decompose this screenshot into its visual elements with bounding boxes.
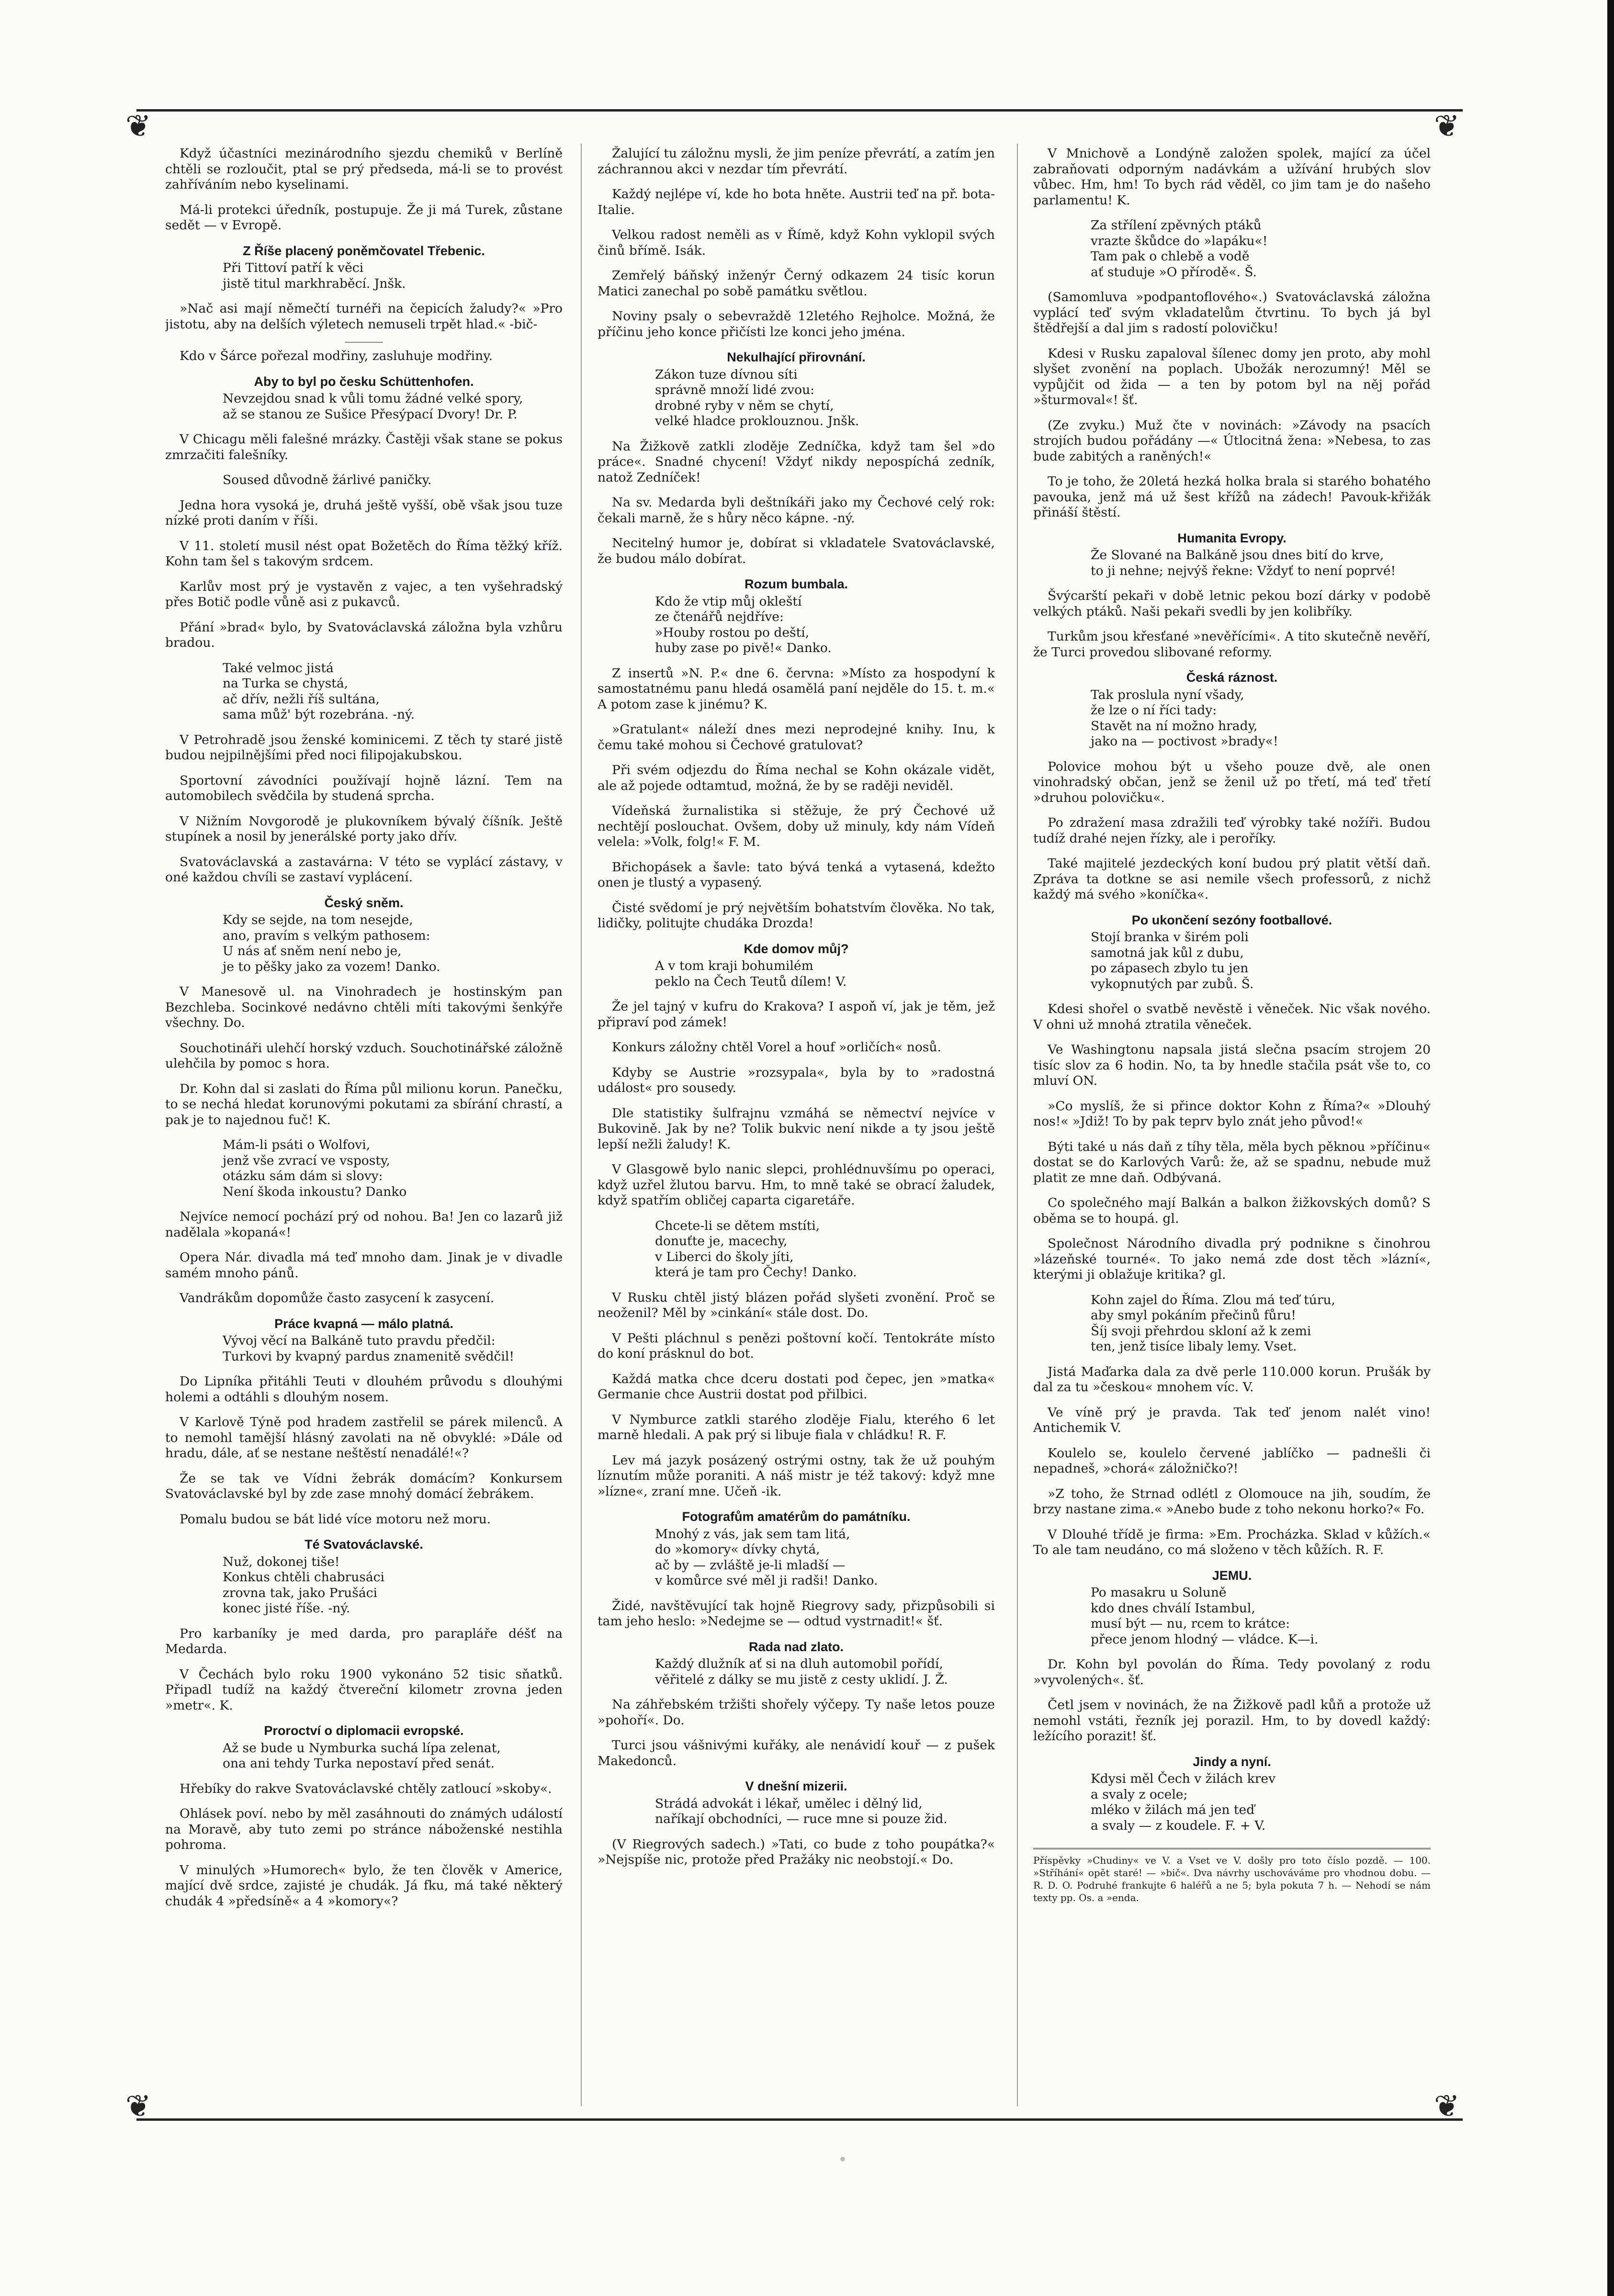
joke-paragraph: Necitelný humor je, dobírat si vkladatele Svatováclavské, že budou málo dobírat. (598, 536, 995, 566)
corner-ornament-icon: ❦ (1434, 2089, 1460, 2124)
joke-paragraph: Kdesi shořel o svatbě nevěstě i věneček. Nic však nového. V ohni už mnohá ztratila věneček. (1033, 1002, 1431, 1032)
joke-paragraph: »Co myslíš, že si přince doktor Kohn z Říma?« »Dlouhý nos!« »Jdiž! To by pak teprv bylo znát jeho původ!« (1033, 1098, 1431, 1129)
joke-paragraph: Svatováclavská a zastavárna: V této se vyplácí zástavy, v oné každou chvíli se zastaví vyplácení. (165, 854, 563, 885)
joke-paragraph: (V Riegrových sadech.) »Tati, co bude z toho poupátka?« »Nejspíše nic, protože před Pražáky nic neobstojí.« Do. (598, 1836, 995, 1867)
verse-block: Při Tittoví patří k věci jistě titul markhraběcí. Jnšk. (223, 260, 406, 291)
section-heading: Český sněm. (324, 895, 404, 910)
verse-block: Kdysi měl Čech v žilách krev a svaly z ocele; mléko v žilách má jen teď a svaly — z koudele. F. + V. (1091, 1771, 1276, 1833)
joke-paragraph: V Karlově Týně pod hradem zastřelil se párek milenců. A to nemohl tamější hlásný zavolati na ně obvyklé: »Dále od hradu, dále, ať se nestane neštěstí nenadálé!«? (165, 1415, 563, 1461)
joke-paragraph: Ve víně prý je pravda. Tak teď jenom nalét vino! Antichemik V. (1033, 1405, 1431, 1435)
joke-paragraph: Do Lipníka přitáhli Teuti v dlouhém průvodu s dlouhými holemi a odtáhli s dlouhým nosem. (165, 1374, 563, 1405)
joke-paragraph: Přání »brad« bylo, by Svatováclavská záložna byla vzhůru bradou. (165, 619, 563, 650)
section-heading: Rozum bumbala. (744, 577, 848, 591)
joke-paragraph: »Nač asi mají němečtí turnéři na čepicích žaludy?« »Pro jistotu, aby na delších výletech nemuseli trpět hlad.« -bič- (165, 301, 563, 332)
joke-paragraph: Při svém odjezdu do Říma nechal se Kohn okázale vidět, ale až pojede odtamtud, možná, že by se raději neviděl. (598, 763, 995, 793)
section-heading: Proroctví o diplomacii evropské. (264, 1723, 464, 1738)
joke-paragraph: Dr. Kohn byl povolán do Říma. Tedy povolaný z rodu »vyvolených«. šť. (1033, 1657, 1431, 1688)
joke-paragraph: Z insertů »N. P.« dne 6. června: »Místo za hospodyní k samostatnému panu hledá osamělá paní nejděle do 15. t. m.« A potom zase k jinému? K. (598, 665, 995, 712)
scan-edge (1607, 0, 1614, 2296)
joke-paragraph: Kdesi v Rusku zapaloval šílenec domy jen proto, aby mohl slyšet zvonění na poplach. Ubožák nerozumný! Měl se vypůjčit od žida — a ten by potom byl na něj pořád »šturmoval«! šť. (1033, 346, 1431, 407)
column-2 (598, 146, 995, 2099)
joke-paragraph: V Čechách bylo roku 1900 vykonáno 52 tisic sňatků. Připadl tudíž na každý čtvereční kilometr zrovna jeden »metr«. K. (165, 1666, 563, 1713)
verse-block: A v tom kraji bohumilém peklo na Čech Teutů dílem! V. (655, 958, 847, 989)
joke-paragraph: Na záhřebském tržišti shořely výčepy. Ty naše letos pouze »pohoří«. Do. (598, 1697, 995, 1728)
verse-block: Nevzejdou snad k vůli tomu žádné velké spory, až se stanou ze Sušice Přesýpací Dvory! Dr. P. (223, 391, 523, 422)
verse-block: Tak proslula nyní všady, že lze o ní říci tady: Stavět na ní možno hrady, jako na — poctivost »brady«! (1091, 687, 1278, 749)
joke-paragraph: Hřebíky do rakve Svatováclavské chtěly zatloucí »skoby«. (180, 1781, 552, 1796)
column-divider (1017, 144, 1018, 2106)
section-heading: Aby to byl po česku Schüttenhofen. (254, 374, 474, 389)
verse-block: Nuž, dokonej tiše! Konkus chtěli chabrusáci zrovna tak, jako Prušáci konec jisté říše. -ný. (223, 1554, 384, 1616)
joke-paragraph: Pomalu budou se bát lidé více motoru než moru. (180, 1511, 491, 1527)
joke-paragraph: Polovice mohou být u všeho pouze dvě, ale onen vinohradský občan, jenž se ženil už po třetí, má teď třetí »druhou polovičku«. (1033, 759, 1431, 805)
section-heading: Po ukončení sezóny footballové. (1131, 912, 1332, 927)
joke-paragraph: V Dlouhé třídě je firma: »Em. Procházka. Sklad v kůžích.« To ale tam neudáno, co má složeno v těch kůžích. R. F. (1033, 1527, 1431, 1557)
joke-paragraph: Lev má jazyk posázený ostrými ostny, tak že už pouhým líznutím může poraniti. A náš mistr je též takový: když mne »lízne«, zraní mne. Učeň -ik. (598, 1452, 995, 1499)
verse-block: Stojí branka v širém poli samotná jak kůl z dubu, po zápasech zbylo tu jen vykopnutých par zubů. Š. (1091, 930, 1254, 991)
joke-paragraph: Turkům jsou křesťané »nevěřícími«. A tito skutečně nevěří, že Turci provedou slibované reformy. (1033, 629, 1431, 660)
joke-paragraph: Když účastníci mezinárodního sjezdu chemiků v Berlíně chtěli se rozloučit, ptal se prý předseda, má-li se to provést zahříváním nebo kyselinami. (165, 146, 563, 192)
joke-paragraph: Noviny psaly o sebevraždě 12letého Rejholce. Možná, že příčinu jeho konce přičísti lze konci jeho jména. (598, 309, 995, 339)
joke-paragraph: Také majitelé jezdeckých koní budou prý platit větší daň. Zpráva ta dotkne se asi nemile všech professorů, z nichž každý má svého »koníčka«. (1033, 856, 1431, 902)
joke-paragraph: Břichopásek a šavle: tato bývá tenká a vytasená, kdežto onen je tlustý a vypasený. (598, 859, 995, 890)
joke-paragraph: V Petrohradě jsou ženské kominicemi. Z těch ty staré jistě budou nejpilnějšími před noci filipojakubskou. (165, 732, 563, 763)
verse-block: Kohn zajel do Říma. Zlou má teď túru, aby smyl pokáním přečinů fůru! Šíj svoji přehrdou skloní až k zemi ten, jenž tisíce libaly lemy. Vset. (1091, 1292, 1335, 1354)
verse-block: Mnohý z vás, jak sem tam litá, do »komory« dívky chytá, ač by — zvláště je-li mladší — v komůrce své měl ji radši! Danko. (655, 1526, 878, 1588)
joke-paragraph: V Glasgowě bylo nanic slepci, prohlédnuvšímu po operaci, když uzřel žlutou barvu. Hm, to mně také se obrací žaludek, když spatřím obličej caparta cigaretáře. (598, 1162, 995, 1208)
joke-paragraph: Dr. Kohn dal si zaslati do Říma půl milionu korun. Panečku, to se nechá hledat korunovými pokutami za sbírání chrastí, a pak je to najednou fuč! K. (165, 1081, 563, 1127)
joke-paragraph: V Rusku chtěl jistý blázen pořád slyšeti zvonění. Proč se neoženil? Měl by »cinkání« stále dost. Do. (598, 1290, 995, 1320)
joke-paragraph: Co společného mají Balkán a balkon žižkovských domů? S oběma se to houpá. gl. (1033, 1195, 1431, 1226)
joke-paragraph: Na sv. Medarda byli deštníkáři jako my Čechové celý rok: čekali marně, že s hůry něco kápne. -ný. (598, 495, 995, 526)
joke-paragraph: Konkurs záložny chtěl Vorel a houf »orličích« nosů. (612, 1040, 941, 1055)
joke-paragraph: V minulých »Humorech« bylo, že ten člověk v Americe, mající dvě srdce, zajisté je chudák. Já fku, má také některý chudák 4 »předsíně« a 4 »komory«? (165, 1862, 563, 1909)
joke-paragraph: Četl jsem v novinách, že na Žižkově padl kůň a protože už nemohl vstáti, řezník jej porazil. Hm, to by dovedl každý: ležícího porazit! šť. (1033, 1698, 1431, 1744)
verse-block: Kdo že vtip můj okleští ze čtenářů nejdříve: »Houby rostou po deští, huby zase po pivě!« Danko. (655, 594, 832, 655)
joke-paragraph: V Mnichově a Londýně založen spolek, mající za účel zabraňovati odporným nadávkám a užívání hrubých slov vůbec. Hm, hm! To bych rád věděl, co jim tam je do našeho parlamentu! K. (1033, 146, 1431, 208)
joke-paragraph: Karlův most prý je vystavěn z vajec, a ten vyšehradský přes Botič podle vůně asi z pukavců. (165, 579, 563, 609)
verse-block: Že Slované na Balkáně jsou dnes bití do krve, to ji nehne; nejvýš řekne: Vždyť to není poprvé! (1091, 548, 1396, 578)
verse-block: Po masakru u Soluně kdo dnes chválí Istambul, musí být — nu, rcem to krátce: přece jenom hlodný — vládce. K—i. (1091, 1585, 1319, 1647)
joke-paragraph: Každý nejlépe ví, kde ho bota hněte. Austrii teď na př. bota-Italie. (598, 187, 995, 217)
joke-paragraph: Švýcarští pekaři v době letnic pekou bozí dárky v podobě velkých ptáků. Naši pekaři svedli by jen kolibříky. (1033, 588, 1431, 619)
verse-block: Až se bude u Nymburka suchá lípa zelenat, ona ani tehdy Turka nepostaví před senát. (223, 1740, 501, 1771)
verse-block: Soused důvodně žárlivé paničky. (223, 473, 432, 487)
verse-block: Mám-li psáti o Wolfovi, jenž vše zvrací ve vsposty, otázku sám dám si slovy: Není škoda inkoustu? Danko (223, 1137, 407, 1199)
joke-paragraph: Po zdražení masa zdražili teď výrobky také nožíři. Budou tudíž drahé nejen řízky, ale i peroříky. (1033, 815, 1431, 846)
joke-paragraph: Sportovní závodníci používají hojně lázní. Tem na automobilech svědčila by studená sprcha. (165, 773, 563, 803)
bottom-rule (136, 2118, 1463, 2121)
joke-paragraph: Koulelo se, koulelo červené jablíčko — padnešli či nepadneš, »chorá« záložničko?! (1033, 1445, 1431, 1476)
editorial-note: Příspěvky »Chudiny« ve V. a Vset ve V. došly pro toto číslo pozdě. — 100. »Stříhání« opět staré! — »bič«. Dva návrhy uschováváme pro vhodnou dobu. — R. D. O. Podruhé frankujte 6 haléřů a ne 5; byla pokuta 7 h. — Nehodí se nám texty pp. Os. a »enda. (1033, 1848, 1431, 1904)
column-1 (165, 146, 563, 2099)
joke-paragraph: Společnost Národního divadla prý podnikne s činohrou »lázeňské tourné«. To jako nemá zde dost těch »lázní«, kterými ji oblažuje kritika? gl. (1033, 1236, 1431, 1282)
joke-paragraph: Souchotináři ulehčí horský vzduch. Souchotinářské záložně ulehčila by pomoc s hora. (165, 1040, 563, 1071)
joke-paragraph: Kdyby se Austrie »rozsypala«, byla by to »radostná událost« pro sousedy. (598, 1065, 995, 1095)
top-rule (136, 109, 1463, 112)
section-heading: Humanita Evropy. (1177, 530, 1287, 545)
joke-paragraph: Žalující tu záložnu mysli, že jim peníze převrátí, a zatím jen záchrannou akci v nezdar tím převrátí. (598, 146, 995, 177)
corner-ornament-icon: ❦ (125, 109, 151, 144)
section-heading: Práce kvapná — málo platná. (274, 1316, 453, 1331)
section-heading: Kde domov můj? (744, 941, 849, 956)
separator-rule (345, 342, 383, 343)
section-heading: Česká ráznost. (1186, 670, 1278, 685)
joke-paragraph: (Samomluva »podpantoflového«.) Svatováclavská záložna vyplácí teď svým vkladatelům čtvrtinu. To bych já byl štědřejší a dal jim s radostí polovičku! (1033, 290, 1431, 336)
column-3 (1033, 146, 1431, 2099)
section-heading: Rada nad zlato. (748, 1639, 844, 1654)
joke-paragraph: Čisté svědomí je prý největším bohatstvím člověka. No tak, lidičky, politujte chudáka Drozda! (598, 900, 995, 931)
verse-block: Každý dlužník ať si na dluh automobil pořídí, věřitelé z dálky se mu jistě z cesty uklidí. J. Ž. (655, 1656, 948, 1687)
section-heading: Nekulhající přirovnání. (727, 350, 866, 364)
joke-paragraph: Ohlásek poví. nebo by měl zasáhnouti do známých událostí na Moravě, aby tuto zemi po stránce náboženské nestihla pohroma. (165, 1806, 563, 1852)
verse-block: Zákon tuze dívnou síti správně množí lidé zvou: drobné ryby v něm se chytí, velké hladce proklouznou. Jnšk. (655, 367, 859, 428)
joke-paragraph: Každá matka chce dceru dostati pod čepec, jen »matka« Germanie chce Austrii dostat pod přilbici. (598, 1371, 995, 1402)
verse-block: Kdy se sejde, na tom nesejde, ano, pravím s velkým pathosem: U nás ať sněm není nebo je, je to pěšky jako za vozem! Danko. (223, 912, 440, 974)
joke-paragraph: To je toho, že 20letá hezká holka brala si starého bohatého pavouka, jenž má už šest křížů na zádech! Pavouk-křižák přináší štěstí. (1033, 474, 1431, 520)
section-heading: Z Říše placený poněmčovatel Třebenic. (243, 243, 485, 258)
corner-ornament-icon: ❦ (1434, 109, 1460, 144)
joke-paragraph: Velkou radost neměli as v Římě, když Kohn vyklopil svých činů břímě. Isák. (598, 227, 995, 258)
section-heading: Fotografům amatérům do památníku. (682, 1509, 911, 1524)
joke-paragraph: »Z toho, že Strnad odlétl z Olomouce na jih, soudím, že brzy nastane zima.« »Anebo bude z toho nekonu horko?« Fo. (1033, 1486, 1431, 1517)
section-heading: JEMU. (1212, 1568, 1252, 1583)
joke-paragraph: Turci jsou vášnivými kuřáky, ale nenávidí kouř — z pušek Makedonců. (598, 1738, 995, 1768)
joke-paragraph: Jistá Maďarka dala za dvě perle 110.000 korun. Prušák by dal za tu »českou« mnohem víc. V. (1033, 1364, 1431, 1395)
joke-paragraph: Že se tak ve Vídni žebrák domácím? Konkursem Svatováclavské byl by zde zase mnohý domácí žebrákem. (165, 1471, 563, 1501)
joke-paragraph: »Gratulant« náleží dnes mezi neprodejné knihy. Inu, k čemu také mohou si Čechové gratulovat? (598, 722, 995, 753)
joke-paragraph: V Nymburce zatkli starého zloděje Fialu, kterého 6 let marně hledali. A pak prý si libuje fiala v chládku! R. F. (598, 1412, 995, 1442)
joke-paragraph: (Ze zvyku.) Muž čte v novinách: »Závody na psacích strojích budou pořádány —« Útlocitná žena: »Nebesa, to zas bude zabitých a raněných!« (1033, 417, 1431, 464)
joke-paragraph: Vandrákům dopomůže často zasycení k zasycení. (180, 1291, 495, 1306)
verse-block: Také velmoc jistá na Turka se chystá, ač dřív, nežli říš sultána, sama můž' být rozebrána. -ný. (223, 660, 415, 722)
joke-paragraph: Ve Washingtonu napsala jistá slečna psacím strojem 20 tisíc slov za 6 hodin. No, ta by hnedle stačila psát vše to, co mluví ON. (1033, 1042, 1431, 1088)
section-heading: V dnešní mizerii. (745, 1779, 847, 1793)
joke-paragraph: Nejvíce nemocí pochází prý od nohou. Ba! Jen co lazarů již nadělala »kopaná«! (165, 1209, 563, 1240)
verse-block: Strádá advokát i lékař, umělec i dělný lid, naříkají obchodníci, — ruce mne si pouze žid. (655, 1796, 948, 1826)
verse-block: Chcete-li se dětem mstíti, donuťte je, macechy, v Liberci do školy jíti, která je tam pro Čechy! Danko. (655, 1218, 857, 1280)
verse-block: Za střílení zpěvných ptáků vrazte škůdce do »lapáku«! Tam pak o chlebě a vodě ať studuje »O přírodě«. Š. (1091, 218, 1268, 280)
joke-paragraph: Dle statistiky šulfrajnu vzmáhá se němectví nejvíce v Bukovině. Jak by ne? Tolik bukvic není nikde a ty jsou ještě lepší nežli žaludy! K. (598, 1105, 995, 1152)
verse-block: Vývoj věcí na Balkáně tuto pravdu předčil: Turkovi by kvapný pardus znamenitě svědčil! (223, 1333, 514, 1364)
joke-paragraph: V Nižním Novgorodě je plukovníkem bývalý číšník. Ještě stupínek a nosil by jenerálské porty jako dřív. (165, 813, 563, 844)
joke-paragraph: Kdo v Šárce pořezal modřiny, zasluhuje modřiny. (180, 349, 493, 363)
joke-paragraph: V 11. století musil nést opat Božetěch do Říma těžký kříž. Kohn tam šel s takovým srdcem. (165, 538, 563, 569)
joke-paragraph: Židé, navštěvující tak hojně Riegrovy sady, přizpůsobili si tam jeho heslo: »Nedejme se — odtud vystrnadit!« šť. (598, 1598, 995, 1629)
column-divider (581, 144, 582, 2106)
joke-paragraph: Zemřelý báňský inženýr Černý odkazem 24 tisíc korun Matici zanechal po sobě památku světlou. (598, 268, 995, 299)
joke-paragraph: Jedna hora vysoká je, druhá ještě vyšší, obě však jsou tuze nízké proti daním v říši. (165, 497, 563, 528)
print-smudge (840, 2157, 845, 2161)
joke-paragraph: Že jel tajný v kufru do Krakova? I aspoň ví, jak je těm, jež připraví pod zámek! (598, 999, 995, 1030)
section-heading: Té Svatováclavské. (305, 1537, 423, 1552)
joke-paragraph: V Pešti pláchnul s penězi poštovní kočí. Tentokráte místo do koní prásknul do bot. (598, 1330, 995, 1361)
section-heading: Jindy a nyní. (1193, 1754, 1271, 1769)
joke-paragraph: V Manesově ul. na Vinohradech je hostinským pan Bezchleba. Socinkové nedávno chtěli míti takovými šenkýře všechny. Do. (165, 984, 563, 1030)
joke-paragraph: Býti také u nás daň z tíhy těla, měla bych pěknou »příčinu« dostat se do Karlových Varů: že, až se spadnu, nebude muž platit ze mne daň. Odbývaná. (1033, 1139, 1431, 1185)
joke-paragraph: Opera Nár. divadla má teď mnoho dam. Jinak je v divadle samém mnoho pánů. (165, 1250, 563, 1281)
joke-paragraph: Pro karbaníky je med darda, pro parapláře déšť na Medarda. (165, 1626, 563, 1656)
joke-paragraph: Vídeňská žurnalistika si stěžuje, že prý Čechové už nechtějí poslouchat. Ovšem, doby už minuly, kdy nám Vídeň velela: »Volk, folg!« F. M. (598, 803, 995, 849)
corner-ornament-icon: ❦ (125, 2089, 151, 2124)
joke-paragraph: V Chicagu měli falešné mrázky. Častěji však stane se pokus zmrzačiti falešníky. (165, 432, 563, 462)
joke-paragraph: Na Žižkově zatkli zloděje Zedníčka, když tam šel »do práce«. Snadné chycení! Vždyť nikdy nepospíchá zedník, natož Zedníček! (598, 439, 995, 485)
joke-paragraph: Má-li protekci úředník, postupuje. Že ji má Turek, zůstane sedět — v Evropě. (165, 202, 563, 233)
